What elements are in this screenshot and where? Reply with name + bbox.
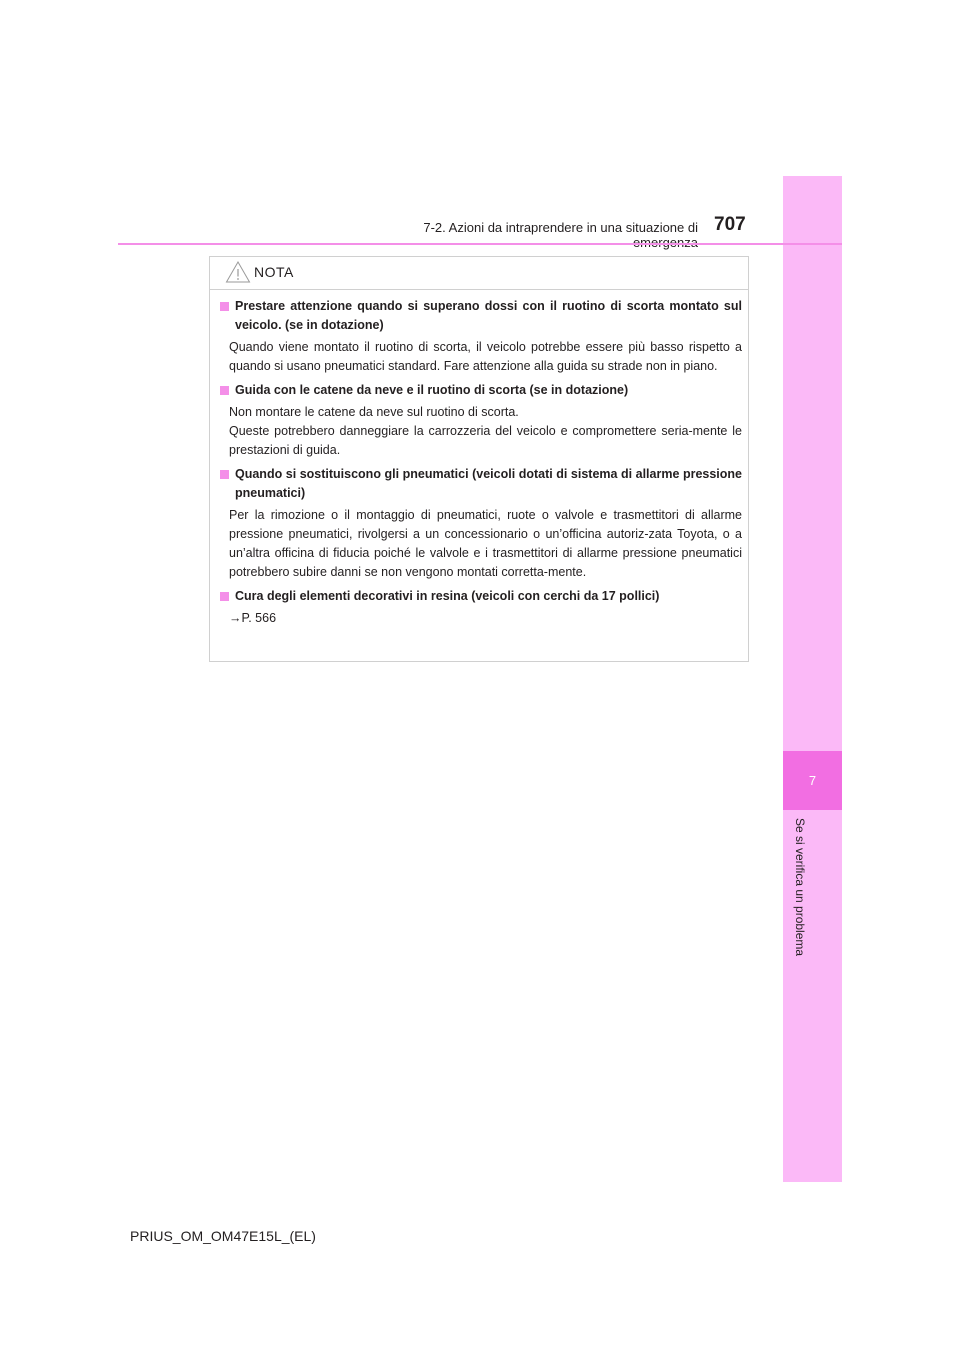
notice-item (220, 587, 742, 628)
notice-item-text: Per la rimozione o il montaggio di pneumatici, ruote o valvole e trasmettitori di allarme pressione pneumatici, rivolgersi a un concessionario o un’officina autoriz-zata Toyota, o a un’altra officina di fiducia poiché le valvole e i trasmettitori di allarme pressione pneumatici potrebbero subire danni se non vengono montati corretta-mente. (229, 508, 742, 579)
notice-item-text: Quando viene montato il ruotino di scorta, il veicolo potrebbe essere più basso rispetto a quando si usano pneumatici standard. Fare attenzione alla guida su strade non in piano. (229, 340, 742, 373)
section-title: 7-2. Azioni da intraprendere in una situazione di (423, 220, 698, 235)
notice-item (220, 297, 742, 376)
notice-item-heading: Guida con le catene da neve e il ruotino di scorta (se in dotazione) (235, 383, 629, 397)
notice-item-text: Queste potrebbero danneggiare la carrozzeria del veicolo e compromettere seria-mente le prestazioni di guida. (229, 424, 742, 457)
header-rule (118, 243, 842, 245)
square-bullet-icon (220, 592, 229, 601)
chapter-label: Se si verifica un problema (793, 818, 807, 957)
notice-item-heading: Cura degli elementi decorativi in resina (veicoli con cerchi da 17 pollici) (235, 589, 660, 603)
chapter-number: 7 (783, 751, 842, 810)
document-code: PRIUS_OM_OM47E15L_(EL) (130, 1228, 316, 1244)
notice-item (220, 465, 742, 582)
notice-header (210, 257, 748, 290)
page-number: 707 (714, 214, 746, 235)
page-reference-link[interactable]: →P. 566 (229, 611, 277, 625)
notice-item-heading: Quando si sostituiscono gli pneumatici (veicoli dotati di sistema di allarme pressione pneumatici) (235, 467, 742, 500)
square-bullet-icon (220, 470, 229, 479)
notice-item (220, 381, 742, 460)
square-bullet-icon (220, 302, 229, 311)
notice-body (210, 290, 748, 628)
warning-triangle-icon (225, 260, 251, 284)
notice-title: NOTA (254, 264, 294, 280)
notice-item-text: Non montare le catene da neve sul ruotino di scorta. (229, 405, 519, 419)
notice-item-heading: Prestare attenzione quando si superano dossi con il ruotino di scorta montato sul veicolo. (se in dotazione) (235, 299, 742, 332)
notice-box (209, 256, 749, 662)
chapter-side-tab (783, 176, 842, 1182)
square-bullet-icon (220, 386, 229, 395)
